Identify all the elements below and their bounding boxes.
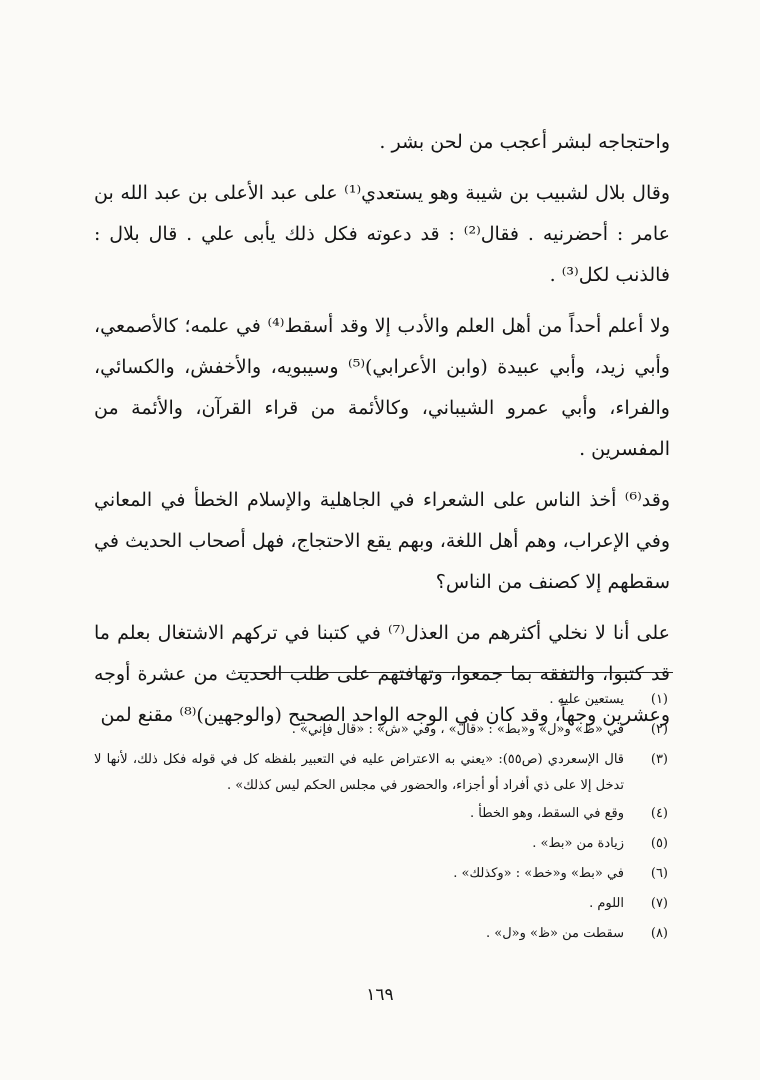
footnote-number: (٧) <box>650 896 668 911</box>
footnote-text: قال الإسعردي (ص٥٥): «يعني به الاعتراض عليه في التعبير بلفظه كل في قوله فكل ذلك، لأنها لا تدخل إلا على ذي أفراد أو أجزاء، والحضور في مجلس الحكم ليس كذلك» . <box>94 752 624 793</box>
footnote-2 <box>94 715 668 745</box>
paragraph-4: وقد⁽⁶⁾ أخذ الناس على الشعراء في الجاهلية والإسلام الخطأ في المعاني وفي الإعراب، وهم أهل اللغة، وبهم يقع الاحتجاج، فهل أصحاب الحديث في سقطهم إلا كصنف من الناس؟ <box>94 489 670 593</box>
footnotes <box>94 685 668 949</box>
footnote-1 <box>94 685 668 715</box>
paragraph-2: وقال بلال لشبيب بن شيبة وهو يستعدي⁽¹⁾ على عبد الأعلى بن عبد الله بن عامر : أحضرنيه . فقال⁽²⁾ : قد دعوته فكل ذلك يأبى علي . قال بلال : فالذنب لكل⁽³⁾ . <box>94 182 670 286</box>
footnote-7 <box>94 889 668 919</box>
footnote-number: (٥) <box>650 836 668 851</box>
footnote-8 <box>94 919 668 949</box>
footnote-text: يستعين عليه . <box>549 692 624 707</box>
main-text <box>94 122 670 736</box>
paragraph-1: واحتجاجه لبشر أعجب من لحن بشر . <box>379 131 670 153</box>
footnote-number: (٤) <box>650 806 668 821</box>
footnote-5 <box>94 829 668 859</box>
footnote-text: في «بط» و«خط» : «وكذلك» . <box>453 866 624 881</box>
footnote-text: سقطت من «ظ» و«ل» . <box>486 926 624 941</box>
footnote-text: وقع في السقط، وهو الخطأ . <box>470 806 624 821</box>
footnote-text: اللوم . <box>589 896 624 911</box>
footnote-text: زيادة من «بط» . <box>532 836 624 851</box>
footnote-divider <box>238 672 673 673</box>
footnote-number: (٣) <box>650 752 668 767</box>
footnote-6 <box>94 859 668 889</box>
page-number: ١٦٩ <box>366 985 394 1005</box>
paragraph-5: على أنا لا نخلي أكثرهم من العذل⁽⁷⁾ في كتبنا في تركهم الاشتغال بعلم ما قد كتبوا، والتفقه بما جمعوا، وتهافتهم على طلب الحديث من عشرة أوجه وعشرين وجهاً، وقد كان في الوجه الواحد الصحيح (والوجهين)⁽⁸⁾ مقنع لمن <box>94 622 670 726</box>
paragraph-3: ولا أعلم أحداً من أهل العلم والأدب إلا وقد أسقط⁽⁴⁾ في علمه؛ كالأصمعي، وأبي زيد، وأبي عبيدة (وابن الأعرابي)⁽⁵⁾ وسيبويه، والأخفش، والكسائي، والفراء، وأبي عمرو الشيباني، وكالأئمة من قراء القرآن، والأئمة من المفسرين . <box>94 315 671 460</box>
footnote-text: في «ظ» و«ل» و«بط» : «قال» ، وفي «ش» : «قال فإني» . <box>291 722 624 737</box>
footnote-number: (٨) <box>650 926 668 941</box>
footnote-number: (٢) <box>650 722 668 737</box>
footnote-number: (٦) <box>650 866 668 881</box>
footnote-4 <box>94 799 668 829</box>
footnote-number: (١) <box>650 692 668 707</box>
footnote-3 <box>94 745 668 799</box>
